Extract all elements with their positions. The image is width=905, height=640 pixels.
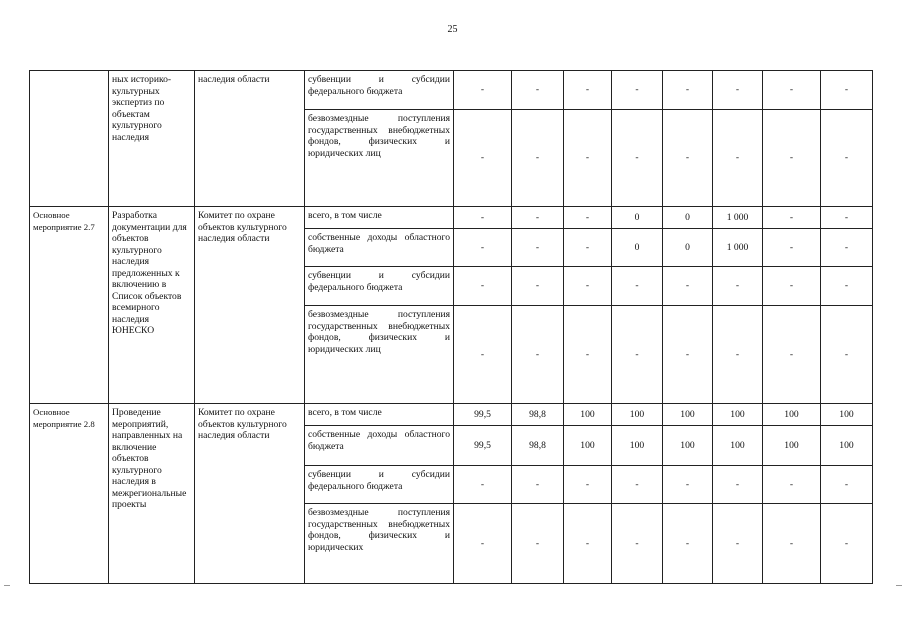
table-row — [30, 71, 873, 110]
value-cell: 100 — [564, 426, 612, 466]
edge-mark-right — [896, 585, 902, 586]
funding-source-cell: субвенции и субсидии федерального бюджета — [305, 71, 454, 110]
value-cell: - — [763, 466, 821, 504]
value-cell: 100 — [763, 404, 821, 426]
value-cell: - — [763, 229, 821, 267]
value-cell: - — [512, 504, 564, 584]
executor-cell: Комитет по охране объектов культурного наследия области — [195, 207, 305, 404]
value-cell: - — [821, 207, 873, 229]
event-cell — [30, 71, 109, 207]
value-cell: - — [612, 504, 663, 584]
value-cell: - — [713, 504, 763, 584]
value-cell: - — [454, 110, 512, 207]
value-cell: - — [821, 110, 873, 207]
table-row — [30, 207, 873, 229]
value-cell: - — [663, 110, 713, 207]
value-cell: - — [512, 71, 564, 110]
value-cell: - — [454, 71, 512, 110]
value-cell: - — [821, 71, 873, 110]
value-cell: - — [564, 267, 612, 306]
value-cell: 100 — [564, 404, 612, 426]
value-cell: - — [713, 110, 763, 207]
value-cell: - — [663, 71, 713, 110]
event-name-cell: Разработка документации для объектов культурного наследия предложенных к включению в Список объектов всемирного наследия ЮНЕСКО — [109, 207, 195, 404]
value-cell: - — [763, 110, 821, 207]
funding-source-cell: безвозмездные поступления государственных внебюджетных фондов, физических и юридических лиц — [305, 306, 454, 404]
value-cell: 100 — [713, 404, 763, 426]
page-number: 25 — [447, 24, 458, 35]
value-cell: - — [713, 306, 763, 404]
value-cell: - — [663, 306, 713, 404]
value-cell: 100 — [821, 404, 873, 426]
value-cell: - — [512, 229, 564, 267]
funding-source-cell: всего, в том числе — [305, 404, 454, 426]
value-cell: 1 000 — [713, 207, 763, 229]
value-cell: 100 — [713, 426, 763, 466]
value-cell: - — [663, 466, 713, 504]
value-cell: 100 — [663, 404, 713, 426]
value-cell: - — [564, 229, 612, 267]
value-cell: - — [564, 466, 612, 504]
value-cell: 1 000 — [713, 229, 763, 267]
value-cell: 0 — [663, 207, 713, 229]
value-cell: - — [454, 466, 512, 504]
funding-source-cell: собственные доходы областного бюджета — [305, 426, 454, 466]
value-cell: - — [713, 71, 763, 110]
value-cell: - — [564, 207, 612, 229]
table-row — [30, 404, 873, 426]
value-cell: 98,8 — [512, 426, 564, 466]
value-cell: - — [612, 267, 663, 306]
value-cell: - — [821, 267, 873, 306]
value-cell: - — [763, 306, 821, 404]
value-cell: 100 — [663, 426, 713, 466]
funding-source-cell: всего, в том числе — [305, 207, 454, 229]
funding-source-cell: субвенции и субсидии федерального бюджета — [305, 267, 454, 306]
value-cell: - — [821, 466, 873, 504]
event-name-cell: Проведение мероприятий, направленных на включение объектов культурного наследия в межрегиональные проекты — [109, 404, 195, 584]
value-cell: 0 — [612, 207, 663, 229]
value-cell: - — [763, 504, 821, 584]
event-name-cell: ных историко-культурных экспертиз по объектам культурного наследия — [109, 71, 195, 207]
value-cell: - — [713, 466, 763, 504]
value-cell: 0 — [663, 229, 713, 267]
value-cell: - — [612, 71, 663, 110]
value-cell: - — [512, 306, 564, 404]
value-cell: - — [763, 71, 821, 110]
funding-source-cell: субвенции и субсидии федерального бюджета — [305, 466, 454, 504]
value-cell: - — [454, 504, 512, 584]
value-cell: - — [564, 110, 612, 207]
budget-table — [29, 70, 873, 584]
value-cell: - — [713, 267, 763, 306]
edge-mark-left — [4, 585, 10, 586]
value-cell: - — [612, 466, 663, 504]
value-cell: 98,8 — [512, 404, 564, 426]
event-cell: Основное мероприятие 2.8 — [30, 404, 109, 584]
value-cell: - — [564, 504, 612, 584]
value-cell: - — [454, 306, 512, 404]
value-cell: - — [821, 504, 873, 584]
value-cell: 100 — [612, 426, 663, 466]
value-cell: - — [821, 306, 873, 404]
value-cell: 0 — [612, 229, 663, 267]
event-cell: Основное мероприятие 2.7 — [30, 207, 109, 404]
value-cell: 100 — [821, 426, 873, 466]
funding-source-cell: безвозмездные поступления государственных внебюджетных фондов, физических и юридических — [305, 504, 454, 584]
value-cell: - — [564, 71, 612, 110]
value-cell: - — [512, 267, 564, 306]
value-cell: - — [564, 306, 612, 404]
value-cell: 99,5 — [454, 404, 512, 426]
value-cell: - — [763, 207, 821, 229]
value-cell: - — [454, 267, 512, 306]
executor-cell: Комитет по охране объектов культурного наследия области — [195, 404, 305, 584]
executor-cell: наследия области — [195, 71, 305, 207]
value-cell: - — [512, 207, 564, 229]
value-cell: 100 — [612, 404, 663, 426]
funding-source-cell: безвозмездные поступления государственных внебюджетных фондов, физических и юридических лиц — [305, 110, 454, 207]
value-cell: - — [512, 110, 564, 207]
value-cell: - — [821, 229, 873, 267]
value-cell: - — [454, 207, 512, 229]
value-cell: - — [663, 504, 713, 584]
value-cell: - — [612, 306, 663, 404]
value-cell: - — [663, 267, 713, 306]
value-cell: - — [454, 229, 512, 267]
funding-source-cell: собственные доходы областного бюджета — [305, 229, 454, 267]
value-cell: - — [512, 466, 564, 504]
value-cell: - — [612, 110, 663, 207]
value-cell: - — [763, 267, 821, 306]
value-cell: 100 — [763, 426, 821, 466]
value-cell: 99,5 — [454, 426, 512, 466]
